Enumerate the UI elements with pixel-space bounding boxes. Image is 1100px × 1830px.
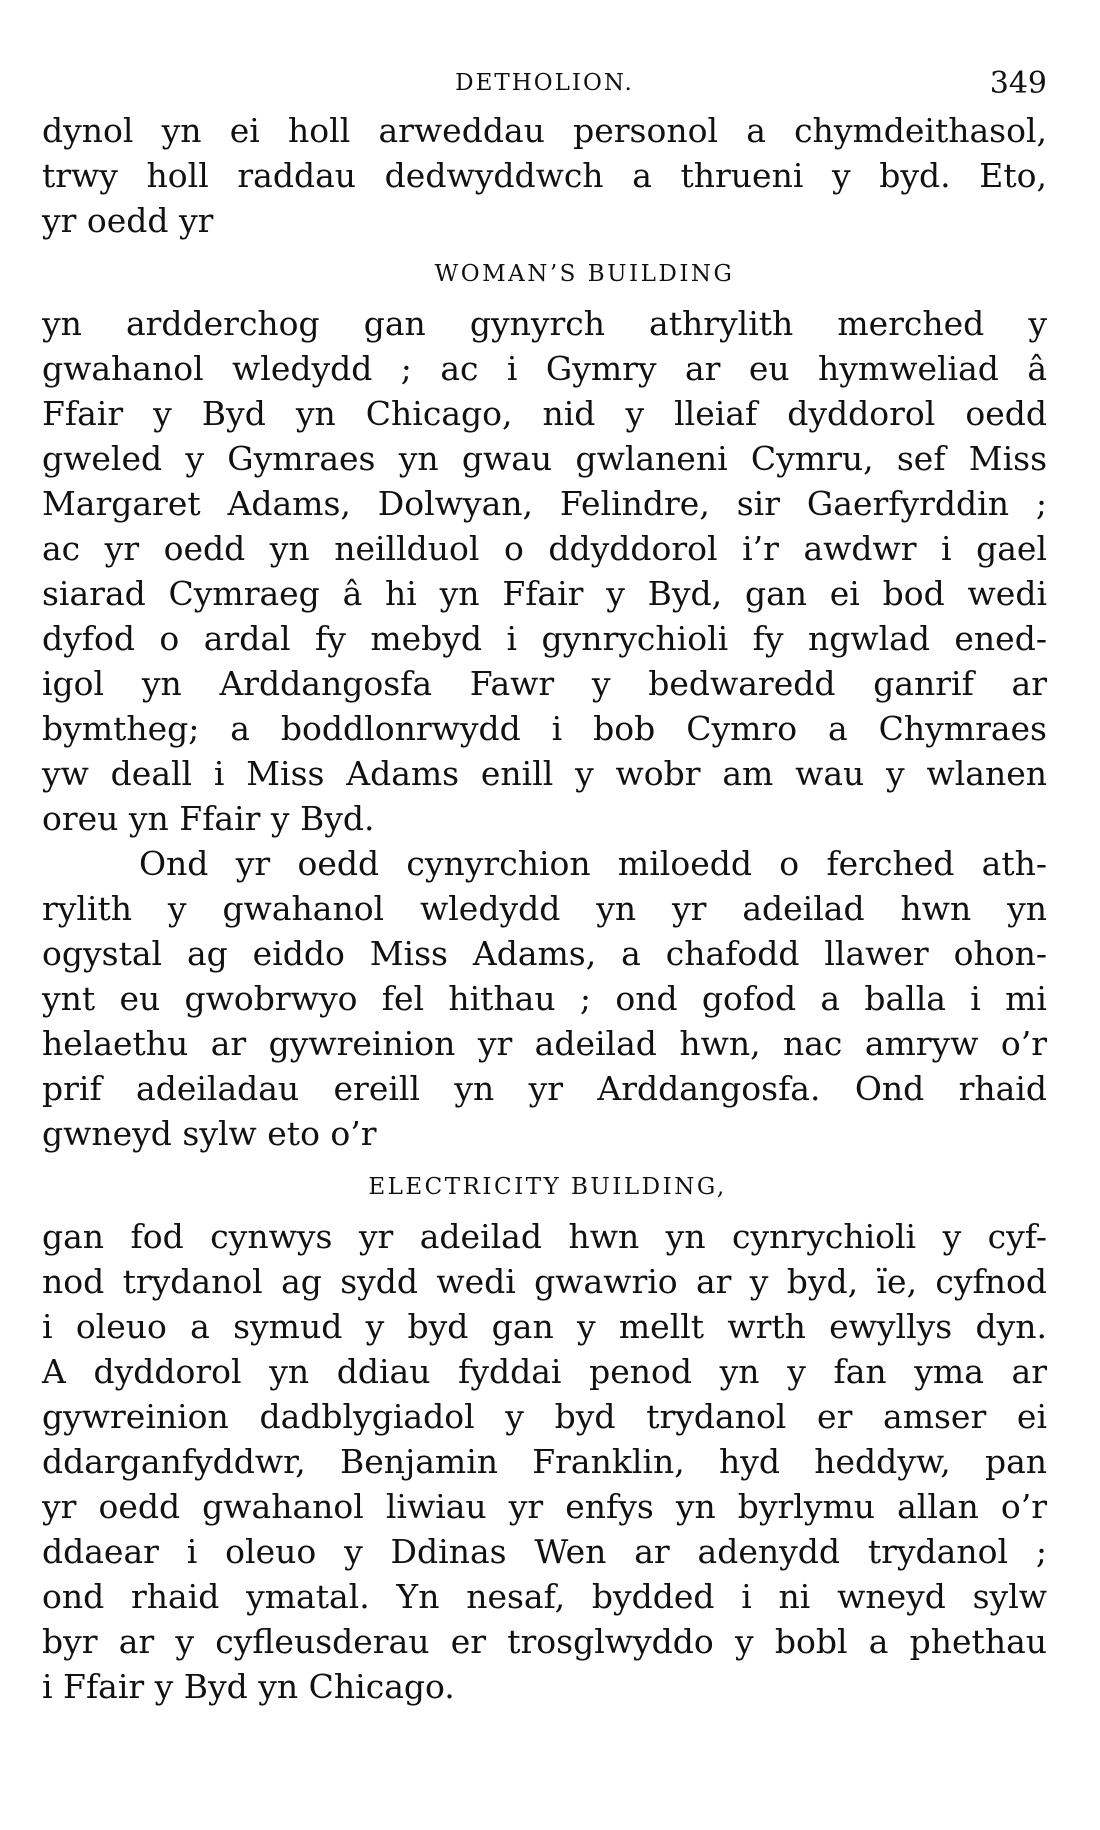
text-line: trwy holl raddau dedwyddwch a thrueni y byd. Eto, xyxy=(42,156,1047,195)
text-line: ogystal ag eiddo Miss Adams, a chafodd llawer ohon- xyxy=(42,934,1047,973)
paragraph-continuation xyxy=(42,108,1047,243)
text-line: ac yr oedd yn neillduol o ddyddorol i’r awdwr i gael xyxy=(42,529,1047,568)
paragraph-electricity-building xyxy=(42,1214,1047,1709)
text-line: oreu yn Ffair y Byd. xyxy=(42,799,375,838)
text-line: ddarganfyddwr, Benjamin Franklin, hyd heddyw, pan xyxy=(42,1442,1047,1481)
text-line: i Ffair y Byd yn Chicago. xyxy=(42,1667,455,1706)
text-line: nod trydanol ag sydd wedi gwawrio ar y byd, ïe, cyfnod xyxy=(42,1262,1047,1301)
text-line: siarad Cymraeg â hi yn Ffair y Byd, gan ei bod wedi xyxy=(42,574,1047,613)
paragraph-womans-building xyxy=(42,301,1047,841)
text-line: gwahanol wledydd ; ac i Gymry ar eu hymweliad â xyxy=(42,349,1047,388)
text-line: byr ar y cyfleusderau er trosglwyddo y bobl a phethau xyxy=(42,1622,1047,1661)
text-line: Ffair y Byd yn Chicago, nid y lleiaf dyddorol oedd xyxy=(42,394,1047,433)
text-line: gwneyd sylw eto o’r xyxy=(42,1114,377,1153)
section-heading-electricity-building: ELECTRICITY BUILDING, xyxy=(368,1174,727,1200)
paragraph-exhibits xyxy=(42,841,1047,1156)
text-line: i oleuo a symud y byd gan y mellt wrth ewyllys dyn. xyxy=(42,1307,1047,1346)
text-line: ond rhaid ymatal. Yn nesaf, bydded i ni wneyd sylw xyxy=(42,1577,1047,1616)
text-line: gweled y Gymraes yn gwau gwlaneni Cymru, sef Miss xyxy=(42,439,1047,478)
text-line: A dyddorol yn ddiau fyddai penod yn y fan yma ar xyxy=(42,1352,1047,1391)
section-heading-womans-building: WOMAN’S BUILDING xyxy=(434,261,735,287)
text-line: helaethu ar gywreinion yr adeilad hwn, nac amryw o’r xyxy=(42,1024,1047,1063)
page-number: 349 xyxy=(989,66,1047,101)
text-line: yw deall i Miss Adams enill y wobr am wau y wlanen xyxy=(42,754,1047,793)
text-line: igol yn Arddangosfa Fawr y bedwaredd ganrif ar xyxy=(42,664,1047,703)
text-line: yr oedd gwahanol liwiau yr enfys yn byrlymu allan o’r xyxy=(42,1487,1047,1526)
text-line: dyfod o ardal fy mebyd i gynrychioli fy ngwlad ened- xyxy=(42,619,1047,658)
running-title: DETHOLION. xyxy=(455,70,634,96)
book-page xyxy=(42,58,1047,1709)
text-line: yn ardderchog gan gynyrch athrylith merched y xyxy=(42,304,1047,343)
text-line: dynol yn ei holl arweddau personol a chymdeithasol, xyxy=(42,111,1047,150)
text-line: prif adeiladau ereill yn yr Arddangosfa. Ond rhaid xyxy=(42,1069,1047,1108)
running-header xyxy=(42,58,1047,108)
text-line: rylith y gwahanol wledydd yn yr adeilad hwn yn xyxy=(42,889,1047,928)
text-line: ddaear i oleuo y Ddinas Wen ar adenydd trydanol ; xyxy=(42,1532,1047,1571)
text-line: Ond yr oedd cynyrchion miloedd o ferched ath- xyxy=(139,844,1047,883)
text-line: ynt eu gwobrwyo fel hithau ; ond gofod a balla i mi xyxy=(42,979,1047,1018)
text-line: gan fod cynwys yr adeilad hwn yn cynrychioli y cyf- xyxy=(42,1217,1047,1256)
text-line: gywreinion dadblygiadol y byd trydanol er amser ei xyxy=(42,1397,1047,1436)
text-line: bymtheg; a boddlonrwydd i bob Cymro a Chymraes xyxy=(42,709,1047,748)
text-line: Margaret Adams, Dolwyan, Felindre, sir Gaerfyrddin ; xyxy=(42,484,1047,523)
text-line: yr oedd yr xyxy=(42,201,214,240)
